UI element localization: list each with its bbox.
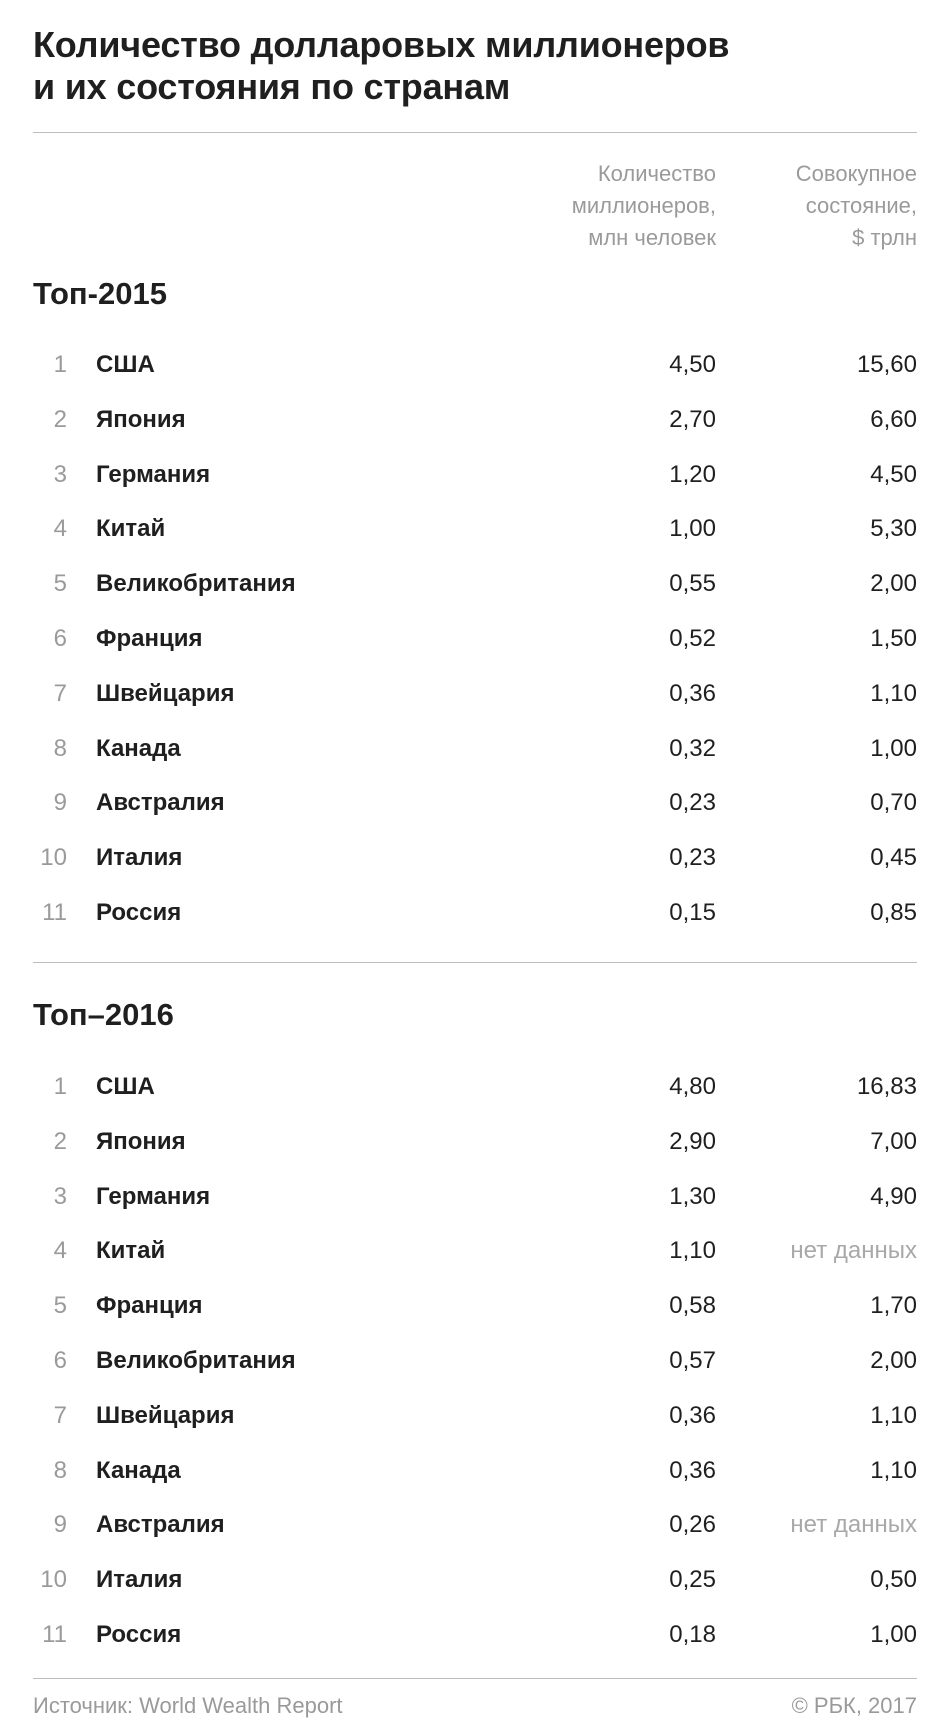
source-note: Источник: World Wealth Report: [33, 1693, 343, 1718]
country-name: Австралия: [96, 1511, 225, 1538]
rank-number: 3: [53, 461, 67, 488]
table-row: [0, 1560, 945, 1600]
country-name: Германия: [96, 1183, 211, 1210]
millionaire-count: 0,58: [669, 1292, 716, 1319]
table-row: [0, 1231, 945, 1271]
column-header-count: [496, 158, 716, 254]
country-name: Китай: [96, 1237, 166, 1264]
total-wealth: нет данных: [790, 1511, 917, 1538]
total-wealth: 1,00: [870, 735, 917, 762]
rank-number: 9: [53, 1511, 67, 1538]
copyright: © РБК, 2017: [791, 1693, 917, 1718]
millionaire-count: 0,52: [669, 625, 716, 652]
total-wealth: 16,83: [856, 1073, 917, 1100]
rank-number: 5: [53, 1292, 67, 1319]
table-row: [0, 893, 945, 933]
total-wealth: 0,70: [870, 789, 917, 816]
table-row: [0, 729, 945, 769]
country-name: Канада: [96, 1457, 181, 1484]
table-row: [0, 619, 945, 659]
rank-number: 8: [53, 1457, 67, 1484]
total-wealth: 7,00: [870, 1128, 917, 1155]
table-row: [0, 400, 945, 440]
total-wealth: 0,50: [870, 1566, 917, 1593]
table-row: [0, 564, 945, 604]
column-header-wealth-line-3: $ трлн: [852, 225, 917, 250]
rank-number: 11: [42, 1621, 67, 1648]
millionaire-count: 1,10: [669, 1237, 716, 1264]
millionaire-count: 0,23: [669, 844, 716, 871]
millionaire-count: 0,55: [669, 570, 716, 597]
rank-number: 11: [42, 899, 67, 926]
country-name: США: [96, 351, 155, 378]
millionaire-count: 0,36: [669, 1457, 716, 1484]
table-row: [0, 1177, 945, 1217]
table-row: [0, 1341, 945, 1381]
page-title: [33, 24, 913, 108]
millionaire-count: 0,36: [669, 680, 716, 707]
rank-number: 6: [53, 625, 67, 652]
millionaire-count: 0,32: [669, 735, 716, 762]
millionaire-count: 0,15: [669, 899, 716, 926]
country-name: Швейцария: [96, 1402, 235, 1429]
table-row: [0, 1286, 945, 1326]
country-name: Великобритания: [96, 570, 296, 597]
rank-number: 7: [53, 1402, 67, 1429]
total-wealth: 1,00: [870, 1621, 917, 1648]
country-name: Германия: [96, 461, 211, 488]
rank-number: 1: [53, 1073, 67, 1100]
millionaire-count: 4,50: [669, 351, 716, 378]
country-name: Япония: [96, 406, 186, 433]
table-row: [0, 838, 945, 878]
page-title-line-2: и их состояния по странам: [33, 66, 511, 107]
total-wealth: 6,60: [870, 406, 917, 433]
country-name: Япония: [96, 1128, 186, 1155]
millionaire-count: 0,23: [669, 789, 716, 816]
millionaire-count: 2,70: [669, 406, 716, 433]
column-header-wealth: [717, 158, 917, 254]
total-wealth: 2,00: [870, 1347, 917, 1374]
country-name: Франция: [96, 1292, 203, 1319]
country-name: Франция: [96, 625, 203, 652]
rank-number: 4: [53, 515, 67, 542]
page-title-line-1: Количество долларовых миллионеров: [33, 24, 730, 65]
country-name: Китай: [96, 515, 166, 542]
millionaire-count: 0,36: [669, 1402, 716, 1429]
table-row: [0, 1067, 945, 1107]
rank-number: 6: [53, 1347, 67, 1374]
section-title-2016: Топ–2016: [33, 997, 174, 1032]
millionaire-count: 1,30: [669, 1183, 716, 1210]
column-header-count-line-3: млн человек: [588, 225, 716, 250]
total-wealth: 1,10: [870, 1457, 917, 1484]
table-row: [0, 1505, 945, 1545]
country-name: Россия: [96, 1621, 182, 1648]
rank-number: 9: [53, 789, 67, 816]
column-header-wealth-line-2: состояние,: [805, 193, 917, 218]
rank-number: 5: [53, 570, 67, 597]
total-wealth: 4,90: [870, 1183, 917, 1210]
rank-number: 2: [53, 1128, 67, 1155]
rank-number: 3: [53, 1183, 67, 1210]
millionaire-count: 2,90: [669, 1128, 716, 1155]
total-wealth: 2,00: [870, 570, 917, 597]
country-name: Швейцария: [96, 680, 235, 707]
rank-number: 8: [53, 735, 67, 762]
millionaire-count: 0,25: [669, 1566, 716, 1593]
millionaire-count: 0,57: [669, 1347, 716, 1374]
table-row: [0, 345, 945, 385]
total-wealth: 1,70: [870, 1292, 917, 1319]
country-name: Россия: [96, 899, 182, 926]
total-wealth: 0,45: [870, 844, 917, 871]
column-header-count-line-1: Количество: [597, 161, 716, 186]
table-row: [0, 1122, 945, 1162]
rank-number: 10: [40, 844, 67, 871]
table-row: [0, 455, 945, 495]
country-name: Италия: [96, 1566, 183, 1593]
rank-number: 1: [53, 351, 67, 378]
table-row: [0, 1396, 945, 1436]
rank-number: 7: [53, 680, 67, 707]
millionaire-count: 0,18: [669, 1621, 716, 1648]
table-row: [0, 1451, 945, 1491]
bottom-divider: [33, 1678, 917, 1679]
total-wealth: 1,10: [870, 1402, 917, 1429]
rank-number: 2: [53, 406, 67, 433]
column-header-count-line-2: миллионеров,: [571, 193, 716, 218]
millionaire-count: 1,00: [669, 515, 716, 542]
country-name: Канада: [96, 735, 181, 762]
country-name: Италия: [96, 844, 183, 871]
millionaire-count: 0,26: [669, 1511, 716, 1538]
total-wealth: 4,50: [870, 461, 917, 488]
top-divider: [33, 132, 917, 133]
millionaire-count: 1,20: [669, 461, 716, 488]
table-row: [0, 783, 945, 823]
section-title-2015: Топ-2015: [33, 276, 167, 311]
table-row: [0, 509, 945, 549]
rank-number: 10: [40, 1566, 67, 1593]
country-name: Великобритания: [96, 1347, 296, 1374]
country-name: США: [96, 1073, 155, 1100]
total-wealth: 5,30: [870, 515, 917, 542]
table-row: [0, 1615, 945, 1655]
millionaire-count: 4,80: [669, 1073, 716, 1100]
total-wealth: 1,10: [870, 680, 917, 707]
total-wealth: нет данных: [790, 1237, 917, 1264]
table-row: [0, 674, 945, 714]
total-wealth: 0,85: [870, 899, 917, 926]
country-name: Австралия: [96, 789, 225, 816]
total-wealth: 1,50: [870, 625, 917, 652]
total-wealth: 15,60: [856, 351, 917, 378]
section-divider: [33, 962, 917, 963]
column-header-wealth-line-1: Совокупное: [795, 161, 917, 186]
rank-number: 4: [53, 1237, 67, 1264]
